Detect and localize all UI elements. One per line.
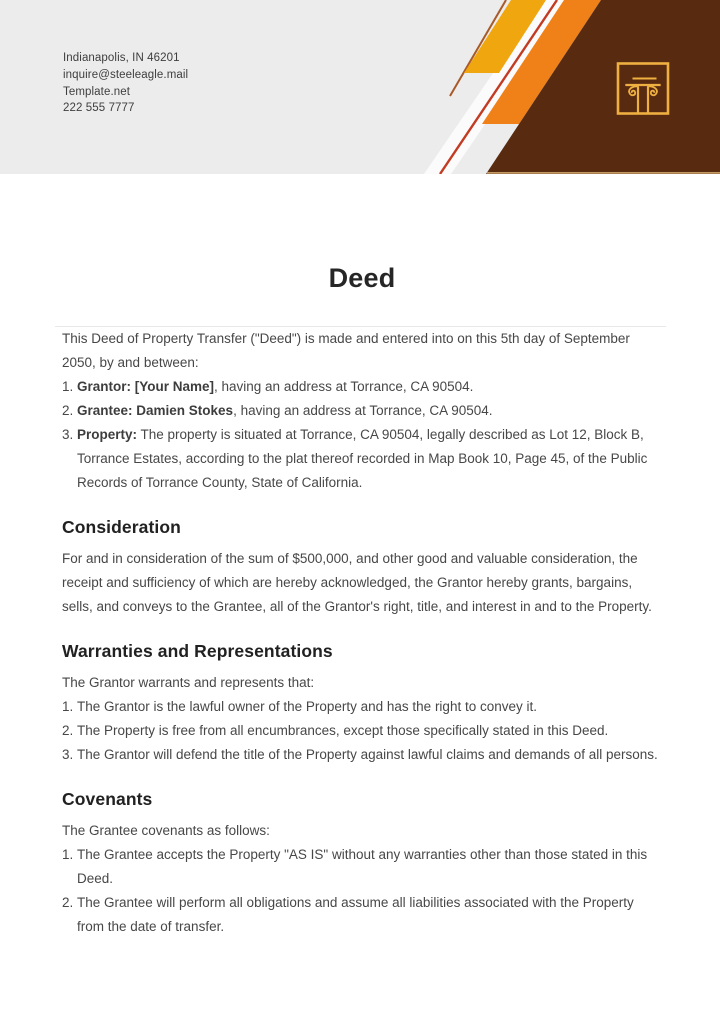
list-item xyxy=(62,843,662,891)
list-item-grantor xyxy=(62,375,662,399)
letterhead xyxy=(0,0,720,174)
section-heading-covenants: Covenants xyxy=(62,789,153,809)
party-label: Grantor: [Your Name] xyxy=(77,379,215,394)
party-detail: , having an address at Torrance, CA 90504. xyxy=(214,379,474,394)
list-number: 3. xyxy=(62,427,74,442)
document-body xyxy=(0,174,720,939)
section-heading-warranties: Warranties and Representations xyxy=(62,641,333,661)
warranties-intro: The Grantor warrants and represents that: xyxy=(62,675,315,690)
list-number: 1. xyxy=(62,847,74,862)
contact-info xyxy=(63,50,188,117)
list-text xyxy=(77,423,662,495)
list-text: The Property is free from all encumbrances, except those specifically stated in this Deed. xyxy=(77,723,609,738)
consideration-paragraph: For and in consideration of the sum of $500,000, and other good and valuable consideration, the receipt and sufficiency of which are hereby acknowledged, the Grantor hereby grants, bargains, sells, and conveys to the Grantee, all of the Grantor's right, title, and interest in and to the Property. xyxy=(62,551,652,614)
section-heading-consideration: Consideration xyxy=(62,517,181,537)
list-text xyxy=(77,375,662,399)
covenants-list xyxy=(62,843,662,939)
covenants-intro: The Grantee covenants as follows: xyxy=(62,823,270,838)
list-number: 2. xyxy=(62,403,74,418)
warranties-list xyxy=(62,695,662,767)
list-text: The Grantee accepts the Property "AS IS" without any warranties other than those stated in this Deed. xyxy=(77,847,648,886)
list-number: 1. xyxy=(62,379,74,394)
party-detail: The property is situated at Torrance, CA 90504, legally described as Lot 12, Block B, Torrance Estates, according to the plat thereof recorded in Map Book 10, Page 45, of the Public Records of Torrance County, State of California. xyxy=(77,427,648,490)
list-number: 3. xyxy=(62,747,74,762)
party-label: Property: xyxy=(77,427,138,442)
contact-phone: 222 555 7777 xyxy=(63,102,135,115)
list-item xyxy=(62,891,662,939)
list-item xyxy=(62,743,662,767)
party-detail: , having an address at Torrance, CA 90504. xyxy=(233,403,493,418)
list-item xyxy=(62,719,662,743)
list-number: 2. xyxy=(62,895,74,910)
list-text: The Grantor will defend the title of the Property against lawful claims and demands of all persons. xyxy=(77,747,658,762)
list-number: 1. xyxy=(62,699,74,714)
contact-address: Indianapolis, IN 46201 xyxy=(63,52,180,64)
document-title: Deed xyxy=(328,263,396,293)
list-item xyxy=(62,695,662,719)
contact-email: inquire@steeleagle.mail xyxy=(63,68,189,81)
list-item-grantee xyxy=(62,399,662,423)
intro-paragraph: This Deed of Property Transfer ("Deed") is made and entered into on this 5th day of September 2050, by and between: xyxy=(62,331,630,370)
list-item-property xyxy=(62,423,662,495)
party-label: Grantee: Damien Stokes xyxy=(77,403,234,418)
list-text: The Grantor is the lawful owner of the Property and has the right to convey it. xyxy=(77,699,537,714)
parties-list xyxy=(62,375,662,495)
list-text xyxy=(77,399,662,423)
list-text: The Grantee will perform all obligations and assume all liabilities associated with the Property from the date of transfer. xyxy=(77,895,634,934)
list-number: 2. xyxy=(62,723,74,738)
contact-website: Template.net xyxy=(63,85,131,98)
